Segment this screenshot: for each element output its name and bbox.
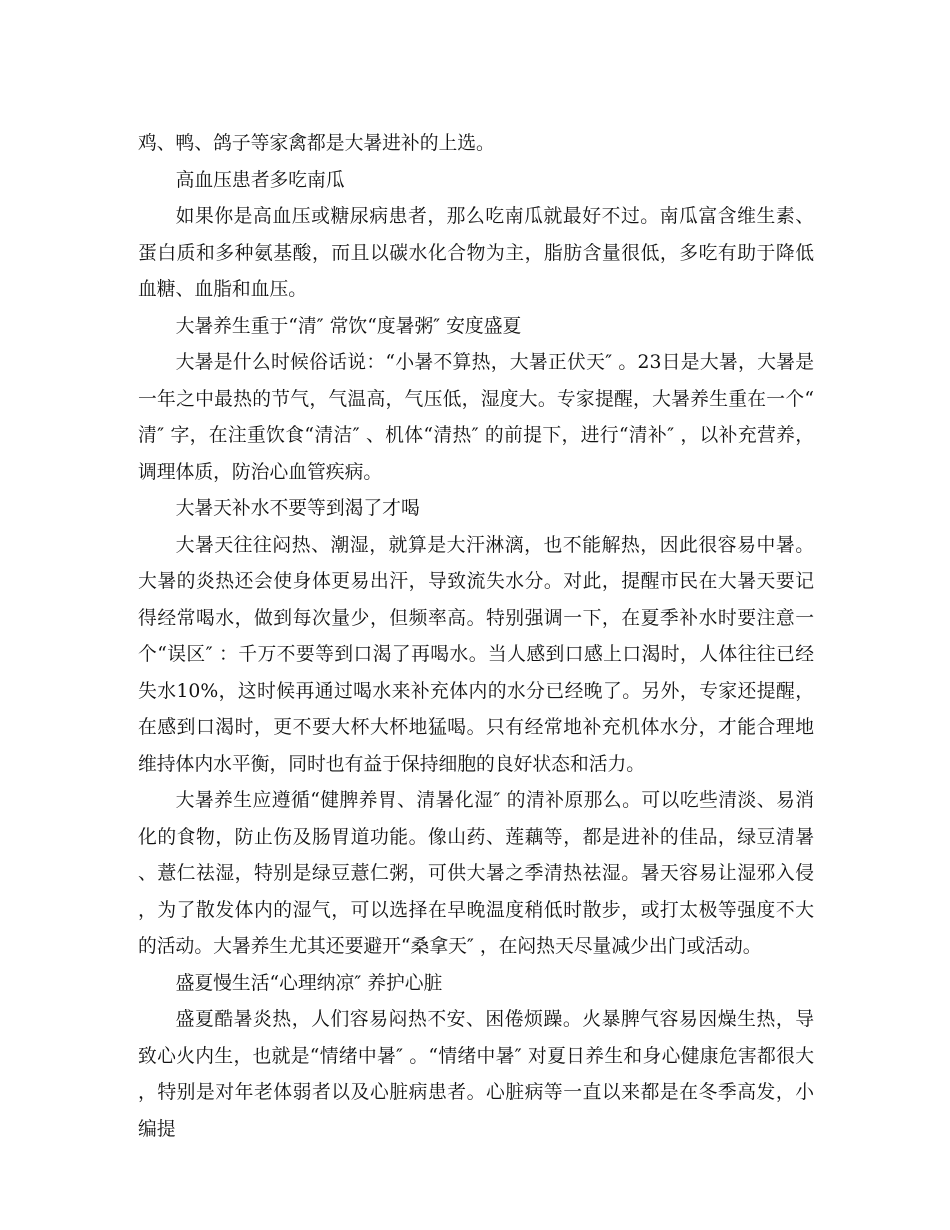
paragraph-pumpkin: 如果你是高血压或糖尿病患者，那么吃南瓜就最好不过。南瓜富含维生素、蛋白质和多种氨基酸，而且以碳水化合物为主，脂肪含量很低，多吃有助于降低血糖、血脂和血压。 (138, 206, 814, 300)
paragraph-spleen-stomach: 大暑养生应遵循“健脾养胃、清暑化湿″ 的清补原那么。可以吃些清淡、易消化的食物，防止伤及肠胃道功能。像山药、莲藕等，都是进补的佳品，绿豆清暑、薏仁祛湿，特别是绿豆薏仁粥，可供大暑之季清热祛湿。暑天容易让湿邪入侵，为了散发体内的湿气，可以选择在早晚温度稍低时散步，或打太极等强度不大的活动。大暑养生尤其还要避开“桑拿天″ ，在闷热天尽量减少出门或活动。 (138, 790, 814, 957)
document-body (138, 126, 814, 1148)
paragraph-poultry-continuation: 鸡、鸭、鸽子等家禽都是大暑进补的上选。 (138, 133, 495, 154)
section-heading-pumpkin: 高血压患者多吃南瓜 (175, 169, 345, 191)
paragraph-emotional-heatstroke: 盛夏酷暑炎热，人们容易闷热不安、困倦烦躁。火暴脾气容易因燥生热，导致心火内生，也就是“情绪中暑″ 。“情绪中暑″ 对夏日养生和身心健康危害都很大，特别是对年老体弱者以及心脏病患者。心脏病等一直以来都是在冬季高发，小编提 (138, 1009, 814, 1140)
paragraph-dashu-intro: 大暑是什么时候俗话说：“小暑不算热，大暑正伏天″ 。23日是大暑，大暑是一年之中最热的节气，气温高，气压低，湿度大。专家提醒，大暑养生重在一个“清″ 字，在注重饮食“清洁″ 、机体“清热″ 的前提下，进行“清补″ ，以补充营养，调理体质，防治心血管疾病。 (138, 352, 814, 483)
paragraph-water: 大暑天往往闷热、潮湿，就算是大汗淋漓，也不能解热，因此很容易中暑。大暑的炎热还会使身体更易出汗，导致流失水分。对此，提醒市民在大暑天要记得经常喝水，做到每次量少，但频率高。特别强调一下，在夏季补水时要注意一个“误区″ ：千万不要等到口渴了再喝水。当人感到口感上口渴时，人体往往已经失水10%，这时候再通过喝水来补充体内的水分已经晚了。另外，专家还提醒，在感到口渴时，更不要大杯大杯地猛喝。只有经常地补充机体水分，才能合理地维持体内水平衡，同时也有益于保持细胞的良好状态和活力。 (138, 534, 814, 775)
section-heading-qing: 大暑养生重于“清″ 常饮“度暑粥″ 安度盛夏 (175, 315, 522, 337)
section-heading-heart: 盛夏慢生活“心理纳凉″ 养护心脏 (175, 972, 443, 994)
section-heading-water: 大暑天补水不要等到渴了才喝 (175, 498, 420, 519)
